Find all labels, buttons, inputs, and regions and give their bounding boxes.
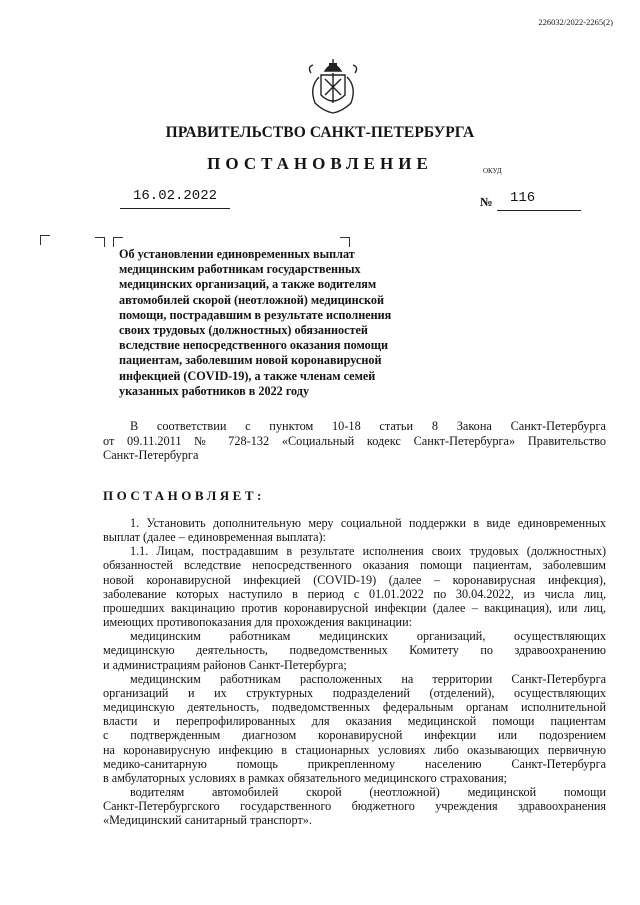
coat-of-arms-emblem: [305, 57, 361, 117]
title-line: пациентам, заболевшим новой коронавирусной: [119, 353, 382, 368]
body-line: прошедших вакцинацию против коронавирусной инфекции (далее – вакцинация), или лиц,: [103, 600, 606, 615]
body-line: «Медицинский санитарный транспорт».: [103, 813, 312, 828]
body-line: медицинскую деятельность, подведомственных Комитету по здравоохранению: [103, 643, 606, 658]
body-line: Санкт-Петербургского государственного бюджетного учреждения здравоохранения: [103, 799, 606, 814]
body-line: медицинскую деятельность, подведомственных федеральным органам исполнительной: [103, 700, 606, 715]
document-date: 16.02.2022: [133, 188, 218, 204]
body-line: 1. Установить дополнительную меру социальной поддержки в виде единовременных: [130, 516, 606, 530]
document-type: ПОСТАНОВЛЕНИЕ: [207, 154, 433, 173]
body-line: 1.1. Лицам, пострадавшим в результате исполнения своих трудовых (должностных): [130, 544, 606, 559]
title-line: указанных работников в 2022 году: [119, 383, 310, 398]
preamble-line: от 09.11.2011 № 728-132 «Социальный кодекс Санкт-Петербурга» Правительство: [103, 433, 606, 448]
title-line: Об установлении единовременных выплат: [119, 247, 355, 261]
resolution-body: [103, 516, 606, 827]
resolves-heading: ПОСТАНОВЛЯЕТ:: [103, 488, 265, 503]
body-line: новой коронавирусной инфекцией (COVID-19) (далее – коронавирусная инфекция),: [103, 572, 606, 587]
preamble-paragraph: [103, 419, 606, 463]
title-corner-mark-left-inner: [113, 237, 123, 247]
title-line: инфекцией (COVID-19), а также членам семей: [119, 368, 376, 383]
government-name: ПРАВИТЕЛЬСТВО САНКТ-ПЕТЕРБУРГА: [165, 124, 475, 141]
margin-corner-mark: [40, 235, 50, 245]
body-line: обязанностей вследствие непосредственного оказания помощи пациентам, заболевшим: [103, 558, 606, 573]
title-corner-mark-right: [340, 237, 350, 247]
document-number: 116: [510, 190, 536, 206]
body-line: в амбулаторных условиях в рамках обязательного медицинского страхования;: [103, 770, 507, 785]
body-line: и администрациям районов Санкт-Петербурга;: [103, 657, 347, 672]
date-underline: [120, 208, 230, 209]
body-line: медицинским работникам медицинских организаций, осуществляющих: [130, 629, 606, 644]
okud-label: ОКУД: [483, 167, 502, 175]
title-corner-mark-left: [95, 237, 105, 247]
title-line: своих трудовых (должностных) обязанностей: [119, 323, 368, 338]
title-line: медицинских организаций, а также водителям: [119, 277, 377, 292]
body-line: организаций и их структурных подразделений (отделений), осуществляющих: [103, 685, 606, 700]
body-line: заболевание которых наступило в период с 01.01.2022 по 30.04.2022, из числа лиц,: [103, 586, 606, 601]
preamble-line: Санкт-Петербурга: [103, 448, 199, 462]
preamble-line: В соответствии с пунктом 10-18 статьи 8 Закона Санкт-Петербурга: [130, 419, 606, 433]
title-line: автомобилей скорой (неотложной) медицинской: [119, 292, 385, 307]
document-id: 226032/2022-2265(2): [538, 17, 613, 27]
resolution-title: [119, 247, 419, 399]
number-underline: [497, 210, 581, 211]
body-line: медико-санитарную помощь прикрепленному населению Санкт-Петербурга: [103, 756, 606, 771]
body-line: выплат (далее – единовременная выплата):: [103, 530, 326, 545]
body-line: имеющих противопоказания для прохождения вакцинации:: [103, 615, 412, 630]
body-line: на коронавирусную инфекцию в стационарных условиях либо оказывающих первичную: [103, 742, 606, 757]
number-sign: №: [480, 195, 493, 209]
title-line: медицинским работникам государственных: [119, 262, 361, 277]
body-line: медицинским работникам расположенных на территории Санкт-Петербурга: [130, 671, 606, 686]
body-line: власти и перепрофилированных для оказания медицинской помощи пациентам: [103, 714, 606, 729]
title-line: помощи, пострадавшим в результате исполнения: [119, 307, 392, 322]
title-line: вследствие непосредственного оказания помощи: [119, 338, 389, 353]
body-line: с подтвержденным диагнозом коронавирусной инфекции или подозрением: [103, 728, 606, 743]
body-line: водителям автомобилей скорой (неотложной) медицинской помощи: [130, 784, 606, 799]
